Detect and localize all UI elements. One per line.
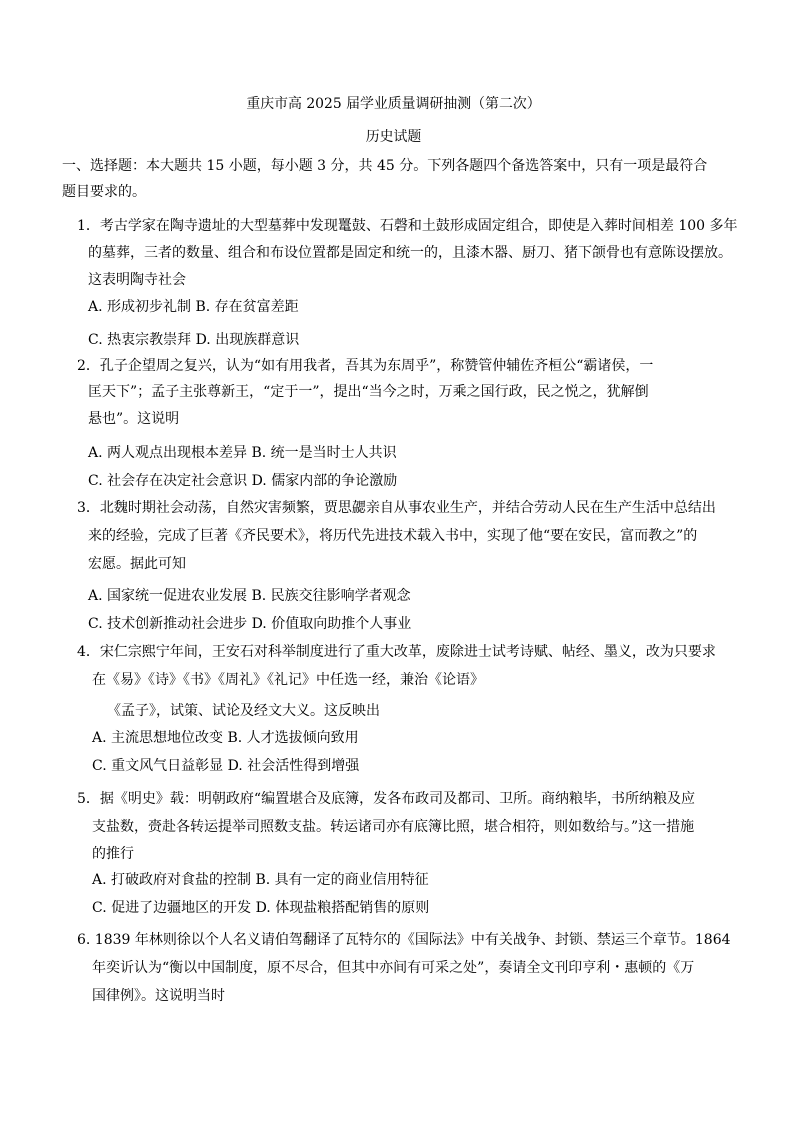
option-line: A. 形成初步礼制 B. 存在贫富差距 bbox=[88, 299, 299, 315]
option-line: C. 热衷宗教崇拜 D. 出现族群意识 bbox=[88, 332, 300, 348]
question-stem-line: 悬也”。这说明 bbox=[88, 411, 180, 427]
question-stem-line: 匡天下”；孟子主张尊新王，“定于一”，提出“当今之时，万乘之国行政，民之悦之，犹解倒 bbox=[88, 384, 649, 400]
question-stem-line: 5．据《明史》载：明朝政府“编置堪合及底簿，发各布政司及都司、卫所。商纳粮毕，书所纳粮及应 bbox=[77, 791, 696, 807]
question-stem-line: 的墓葬，三者的数量、组合和布设位置都是固定和统一的，且漆木器、厨刀、猪下颌骨也有意陈设摆放。 bbox=[88, 245, 732, 261]
question-stem-line: 支盐数，赍赴各转运提举司照数支盐。转运诸司亦有底簿比照，堪合相符，则如数给与。”这一措施 bbox=[92, 819, 695, 835]
question-stem-line: 在《易》《诗》《书》《周礼》《礼记》中任选一经，兼治《论语》 bbox=[92, 672, 484, 688]
instructions-line: 一、选择题：本大题共 15 小题，每小题 3 分，共 45 分。下列各题四个备选答案中，只有一项是最符合 bbox=[62, 158, 708, 174]
option-line: C. 社会存在决定社会意识 D. 儒家内部的争论激励 bbox=[88, 473, 398, 489]
question-stem-line: 3．北魏时期社会动荡，自然灾害频繁，贾思勰亲自从事农业生产，并结合劳动人民在生产生活中总结出 bbox=[77, 500, 716, 516]
instructions-line: 题目要求的。 bbox=[62, 184, 146, 200]
option-line: A. 打破政府对食盐的控制 B. 具有一定的商业信用特征 bbox=[92, 872, 429, 888]
question-stem-line: 宏愿。据此可知 bbox=[88, 556, 186, 572]
question-stem-line: 的推行 bbox=[92, 846, 134, 862]
option-line: C. 重文风气日益彰显 D. 社会活性得到增强 bbox=[92, 758, 360, 774]
question-stem-line: 《孟子》，试策、试论及经文大义。这反映出 bbox=[107, 703, 380, 719]
question-stem-line: 国律例》。这说明当时 bbox=[92, 988, 225, 1004]
option-line: A. 主流思想地位改变 B. 人才选拔倾向致用 bbox=[92, 730, 359, 746]
exam-subject: 历史试题 bbox=[365, 129, 422, 145]
option-line: C. 促进了边疆地区的开发 D. 体现盐粮搭配销售的原则 bbox=[92, 900, 430, 916]
question-stem-line: 6. 1839 年林则徐以个人名义请伯驾翻译了瓦特尔的《国际法》中有关战争、封锁、禁运三个章节。1864 bbox=[77, 932, 731, 948]
question-stem-line: 来的经验，完成了巨著《齐民要术》，将历代先进技术载入书中，实现了他“要在安民，富而教之”的 bbox=[88, 528, 698, 544]
question-stem-line: 这表明陶寺社会 bbox=[88, 272, 186, 288]
question-stem-line: 4．宋仁宗熙宁年间，王安石对科举制度进行了重大改革，废除进士试考诗赋、帖经、墨义，改为只要求 bbox=[77, 644, 716, 660]
question-stem-line: 1．考古学家在陶寺遗址的大型墓葬中发现鼍鼓、石磬和土鼓形成固定组合，即使是入葬时间相差 100 多年 bbox=[77, 218, 738, 234]
question-stem-line: 2．孔子企望周之复兴，认为“如有用我者，吾其为东周乎”，称赞管仲辅佐齐桓公“霸诸侯，一 bbox=[77, 358, 654, 374]
option-line: A. 国家统一促进农业发展 B. 民族交往影响学者观念 bbox=[88, 588, 411, 604]
question-stem-line: 年奕䜣认为“衡以中国制度，原不尽合，但其中亦间有可采之处”，奏请全文刊印亨利・惠顿的《万 bbox=[92, 960, 695, 976]
exam-title: 重庆市高 2025 届学业质量调研抽测（第二次） bbox=[246, 96, 541, 112]
option-line: C. 技术创新推动社会进步 D. 价值取向助推个人事业 bbox=[88, 616, 412, 632]
option-line: A. 两人观点出现根本差异 B. 统一是当时士人共识 bbox=[88, 445, 397, 461]
